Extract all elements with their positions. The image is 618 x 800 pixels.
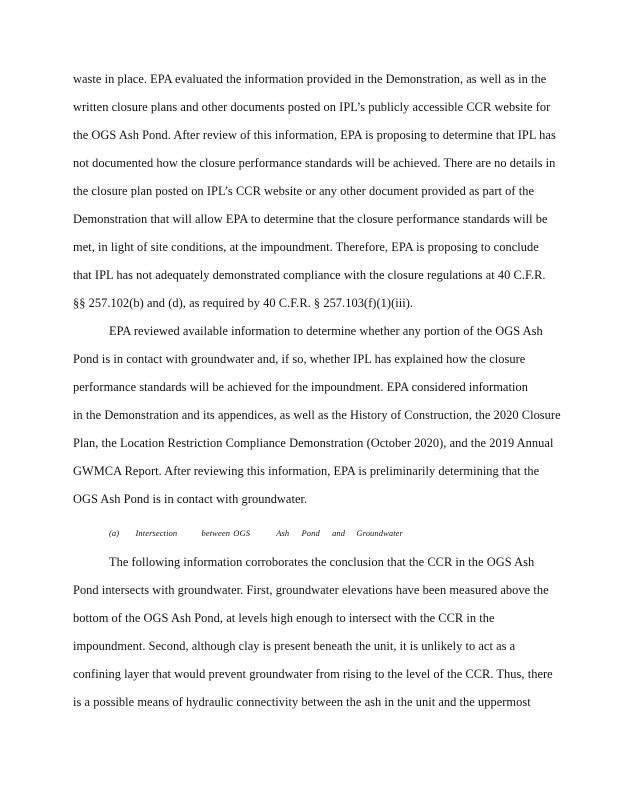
paragraph3-line-6: is a possible means of hydraulic connectivity between the ash in the unit and the uppermost (73, 695, 531, 709)
paragraph2-line-4: in the Demonstration and its appendices, as well as the History of Construction, the 2020 Closure (73, 408, 561, 422)
paragraph3-line-4: impoundment. Second, although clay is present beneath the unit, it is unlikely to act as a (73, 639, 516, 653)
paragraph1-line-4: not documented how the closure performance standards will be achieved. There are no details in (73, 156, 556, 170)
paragraph3-line-1: The following information corroborates the conclusion that the CCR in the OGS Ash (109, 555, 535, 569)
subheading-word-4: Ash (276, 528, 290, 538)
paragraph1-line-2: written closure plans and other documents posted on IPL’s publicly accessible CCR website for (73, 100, 551, 114)
paragraph2-line-1: EPA reviewed available information to determine whether any portion of the OGS Ash (109, 324, 543, 338)
subheading-word-2: between (201, 528, 231, 538)
paragraph2-line-7: OGS Ash Pond is in contact with groundwater. (73, 492, 308, 506)
subheading-word-5: Pond (301, 528, 320, 538)
paragraph1-line-1: waste in place. EPA evaluated the information provided in the Demonstration, as well as in the (73, 72, 547, 86)
paragraph1-line-3: the OGS Ash Pond. After review of this information, EPA is proposing to determine that IPL has (73, 128, 556, 142)
paragraph3-line-5: confining layer that would prevent groundwater from rising to the level of the CCR. Thus, there (73, 667, 553, 681)
subheading-word-7: Groundwater (356, 528, 403, 538)
paragraph3-line-2: Pond intersects with groundwater. First, groundwater elevations have been measured above the (73, 583, 549, 597)
paragraph1-line-9: §§ 257.102(b) and (d), as required by 40 C.F.R. § 257.103(f)(1)(iii). (73, 296, 414, 310)
paragraph3-line-3: bottom of the OGS Ash Pond, at levels high enough to intersect with the CCR in the (73, 611, 495, 625)
subheading-marker: (a) (109, 528, 120, 538)
paragraph1-line-8: that IPL has not adequately demonstrated compliance with the closure regulations at 40 C.F.R. (73, 268, 546, 282)
paragraph2-line-3: performance standards will be achieved for the impoundment. EPA considered information (73, 380, 528, 394)
paragraph2-line-5: Plan, the Location Restriction Compliance Demonstration (October 2020), and the 2019 Annual (73, 436, 554, 450)
subheading-word-6: and (332, 528, 346, 538)
paragraph2-line-6: GWMCA Report. After reviewing this information, EPA is preliminarily determining that the (73, 464, 540, 478)
paragraph2-line-2: Pond is in contact with groundwater and, if so, whether IPL has explained how the closure (73, 352, 526, 366)
subheading-word-1: Intersection (135, 528, 178, 538)
subheading-word-3: OGS (233, 528, 251, 538)
paragraph1-line-6: Demonstration that will allow EPA to determine that the closure performance standards will be (73, 212, 548, 226)
section-subheading (109, 528, 406, 538)
paragraph1-line-7: met, in light of site conditions, at the impoundment. Therefore, EPA is proposing to conclude (73, 240, 539, 254)
paragraph1-line-5: the closure plan posted on IPL’s CCR website or any other document provided as part of the (73, 184, 535, 198)
